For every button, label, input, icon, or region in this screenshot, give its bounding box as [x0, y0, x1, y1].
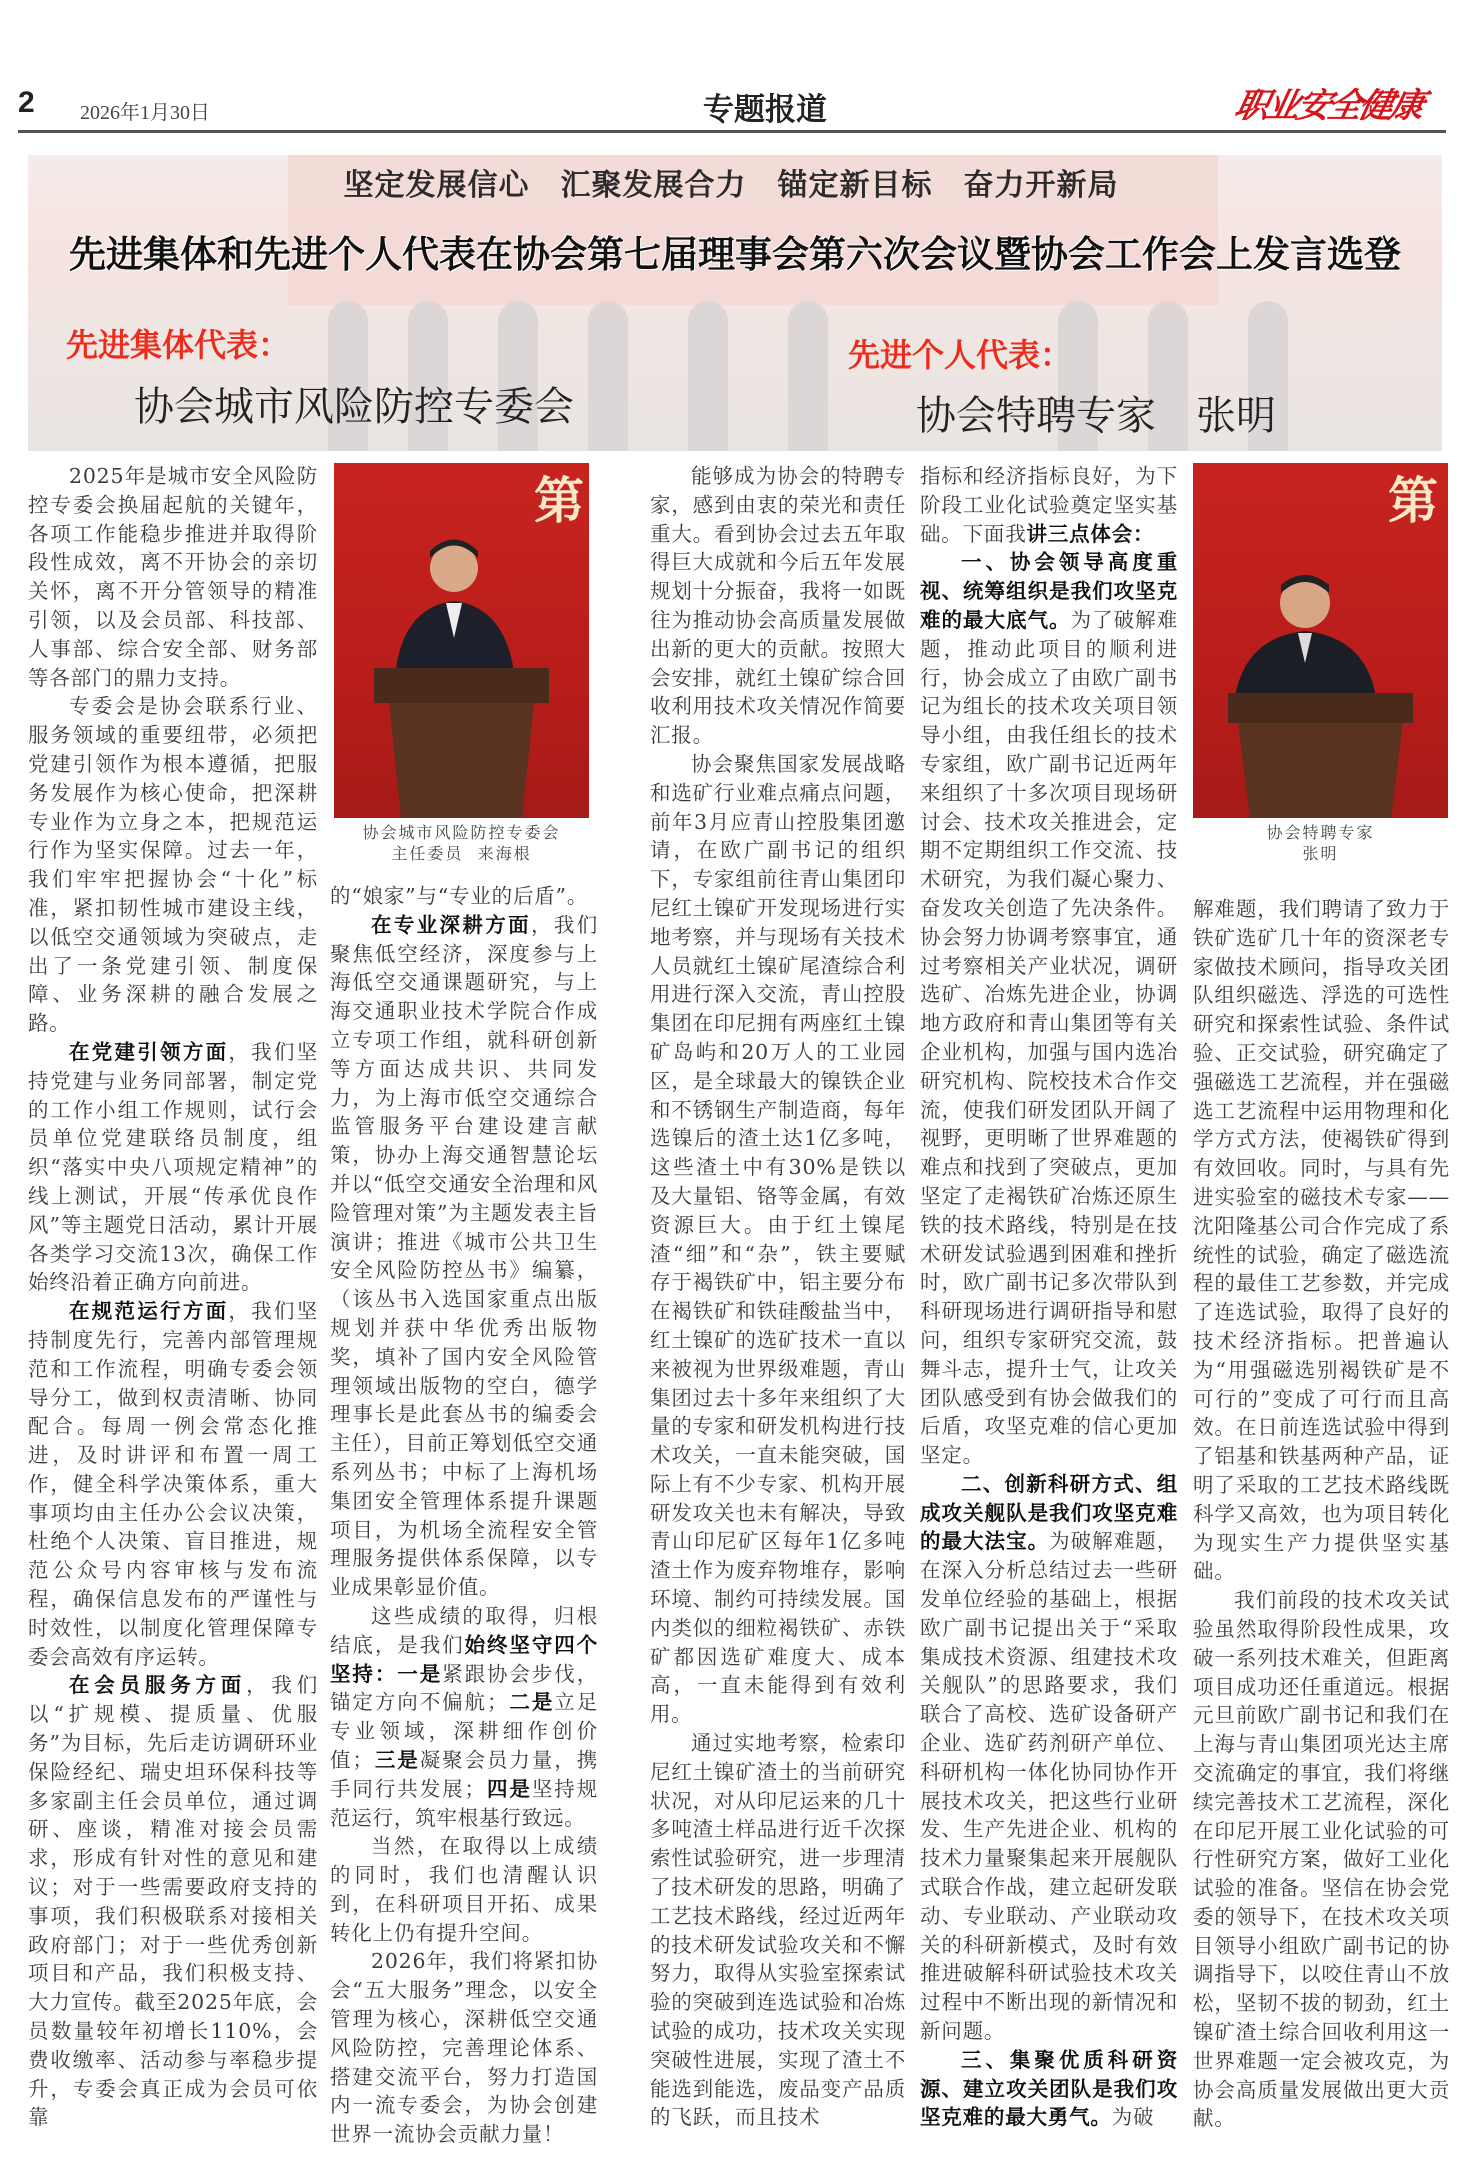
- caption-line: 张明: [1302, 844, 1339, 863]
- article-paragraph: [330, 1832, 598, 1947]
- article-column-2: [330, 882, 598, 2149]
- body-text: 的“娘家”与“专业的后盾”。: [330, 884, 589, 908]
- article-paragraph: [330, 882, 598, 911]
- photo-caption-2: [1193, 822, 1448, 864]
- speaker-at-podium-image: [334, 463, 589, 818]
- article-column-3: [650, 462, 906, 2132]
- caption-line: 主任委员 来海根: [391, 844, 532, 863]
- caption-line: 协会城市风险防控专委会: [362, 823, 561, 842]
- body-text: 通过实地考察，检索印尼红土镍矿渣土的当前研究状况，对从印尼运来的几十多吨渣土样品进行近千次探索性试验研究，进一步理清了技术研发的思路，明确了工艺技术路线，经过近两年的技术研发试验攻关和不懈努力，取得从实验室探索试验的突破到连选试验和冶炼试验的成功，技术攻关实现突破性进展，实现了渣土不能选到能选，废品变产品质的飞跃，而且技术: [650, 1731, 906, 2130]
- issue-date: 2026年1月30日: [80, 102, 210, 124]
- body-text: 专委会是协会联系行业、服务领域的重要纽带，必须把党建引领作为根本遵循，把服务发展作为核心使命，把深耕专业作为立身之本，把规范运行作为坚实保障。过去一年，我们牢牢把握协会“十化”标准，紧扣韧性城市建设主线，以低空交通领域为突破点，走出了一条党建引领、制度保障、业务深耕的融合发展之路。: [28, 694, 318, 1036]
- bold-lead-text: 四是: [485, 1776, 532, 1801]
- page-number: 2: [18, 86, 35, 119]
- body-text: ，我们坚持制度先行，完善内部管理规范和工作流程，明确专委会领导分工，做到权责清晰、协同配合。每周一例会常态化推进，及时讲评和布置一周工作，健全科学决策体系，重大事项均由主任办公会议决策，杜绝个人决策、盲目推进，规范公众号内容审核与发布流程，确保信息发布的严谨性与时效性，以制度化管理保障专委会高效有序运转。: [28, 1299, 318, 1669]
- article-column-4: [920, 462, 1178, 2132]
- article-column-5: [1193, 895, 1450, 2133]
- speaker-photo-1: [334, 463, 589, 818]
- article-paragraph: [920, 2046, 1178, 2132]
- bold-lead-text: 三是: [373, 1747, 420, 1772]
- article-paragraph: [28, 462, 318, 692]
- body-text: 当然，在取得以上成绩的同时，我们也清醒认识到，在科研项目开拓、成果转化上仍有提升空间。: [330, 1834, 598, 1945]
- body-text: 坚持规范运行，筑牢根基行致远。: [330, 1776, 598, 1830]
- article-paragraph: [920, 462, 1178, 548]
- main-headline: 先进集体和先进个人代表在协会第七届理事会第六次会议暨协会工作会上发言选登: [69, 233, 1401, 276]
- article-paragraph: [28, 692, 318, 1038]
- bold-lead-text: 讲三点体会：: [1026, 521, 1155, 546]
- article-paragraph: [920, 1470, 1178, 2046]
- article-column-1: [28, 462, 318, 2132]
- collective-name: 协会城市风险防控专委会: [134, 384, 574, 430]
- article-paragraph: [330, 1947, 598, 2149]
- body-text: 为了破解难题，推动此项目的顺利进行，协会成立了由欧广副书记为组长的技术攻关项目领导小组，由我任组长的技术专家组，欧广副书记近两年来组织了十多次项目现场研讨会、技术攻关推进会，定期不定期组织工作交流、技术研究，为我们凝心聚力、奋发攻关创造了先决条件。协会努力协调考察事宜，通过考察相关产业状况，调研选矿、冶炼先进企业，协调地方政府和青山集团等有关企业机构，加强与国内选冶研究机构、院校技术合作交流，使我们研发团队开阔了视野，更明晰了世界难题的难点和找到了突破点，更加坚定了走褐铁矿冶炼还原生铁的技术路线，特别是在技术研发试验遇到困难和挫折时，欧广副书记多次带队到科研现场进行调研指导和慰问，组织专家研究交流，鼓舞斗志，提升士气，让攻关团队感受到有协会做我们的后盾，攻坚克难的信心更加坚定。: [920, 607, 1178, 1468]
- individual-label: 先进个人代表：: [848, 336, 1073, 374]
- body-text: 指标和经济指标良好，为下阶段工业化试验奠定坚实基础。下面我: [920, 464, 1178, 546]
- article-paragraph: [28, 1297, 318, 1671]
- body-text: 为破: [1111, 2105, 1155, 2130]
- speaker-photo-2: [1193, 463, 1448, 818]
- banner-figure: [688, 301, 728, 451]
- body-text: 我们前段的技术攻关试验虽然取得阶段性成果，攻破一系列技术难关，但距离项目成功还任重道远。根据元旦前欧广副书记和我们在上海与青山集团项光达主席交流确定的事宜，我们将继续完善技术工艺流程，深化在印尼开展工业化试验的可行性研究方案，做好工业化试验的准备。坚信在协会党委的领导下，在技术攻关项目领导小组欧广副书记的协调指导下，以咬住青山不放松，坚韧不拔的韧劲，红土镍矿渣土综合回收利用这一世界难题一定会被攻克，为协会高质量发展做出更大贡献。: [1193, 1588, 1450, 2131]
- body-text: 能够成为协会的特聘专家，感到由衷的荣光和责任重大。看到协会过去五年取得巨大成就和今后五年发展规划十分振奋，我将一如既往为推动协会高质量发展做出新的更大的贡献。按照大会安排，就红土镍矿综合回收利用技术攻关情况作简要汇报。: [650, 464, 906, 748]
- bold-lead-text: 二、创新科研方式、组成攻关舰队是我们攻坚克难的最大法宝。: [920, 1471, 1178, 1554]
- photo-caption-1: [334, 822, 589, 864]
- article-paragraph: [650, 462, 906, 750]
- bold-lead-text: 三、集聚优质科研资源、建立攻关团队是我们攻坚克难的最大勇气。: [920, 2047, 1178, 2130]
- bold-lead-text: 在党建引领方面: [69, 1039, 229, 1064]
- body-text: 立足专业领域，深耕细作创价值；: [330, 1690, 598, 1772]
- body-text: 协会聚焦国家发展战略和选矿行业难点痛点问题，前年3月应青山控股集团邀请，在欧广副书记的组织下，专家组前往青山集团印尼红土镍矿开发现场进行实地考察，并与现场有关技术人员就红土镍矿尾渣综合利用进行深入交流，青山控股集团在印尼拥有两座红土镍矿岛屿和20万人的工业园区，是全球最大的镍铁企业和不锈钢生产制造商，每年选镍后的渣土达1亿多吨，这些渣土中有30%是铁以及大量铝、铬等金属，有效资源巨大。由于红土镍尾渣“细”和“杂”，铁主要赋存于褐铁矿中，铝主要分布在褐铁矿和铁硅酸盐当中，红土镍矿的选矿技术一直以来被视为世界级难题，青山集团过去十多年来组织了大量的专家和研发机构进行技术攻关，一直未能突破，国际上有不少专家、机构开展研发攻关也未有解决，导致青山印尼矿区每年1亿多吨渣土作为废弃物堆存，影响环境、制约可持续发展。国内类似的细粒褐铁矿、赤铁矿都因选矿难度大、成本高，一直未能得到有效利用。: [650, 751, 906, 1727]
- bold-lead-text: 一、协会领导高度重视、统筹组织是我们攻坚克难的最大底气。: [920, 550, 1178, 632]
- article-paragraph: [920, 548, 1178, 1470]
- body-text: 为破解难题，在深入分析总结过去一些研发单位经验的基础上，根据欧广副书记提出关于“采取集成技术资源、组建技术攻关舰队”的思路要求，我们联合了高校、选矿设备研产企业、选矿药剂研产单位、科研机构一体化协同协作开展技术攻关，把这些行业研发、生产先进企业、机构的技术力量聚集起来开展舰队式联合作战，建立起研发联动、专业联动、产业联动攻关的科研新模式，及时有效推进破解科研试验技术攻关过程中不断出现的新情况和新问题。: [920, 1529, 1178, 2044]
- body-text: 紧跟协会步伐，锚定方向不偏航；: [330, 1661, 598, 1715]
- section-title: 专题报道: [703, 92, 827, 128]
- bold-lead-text: 在会员服务方面: [69, 1673, 247, 1698]
- individual-name: 协会特聘专家 张明: [916, 393, 1276, 439]
- body-text: 凝聚会员力量，携手同行共发展；: [330, 1747, 598, 1801]
- speaker-at-podium-image: [1193, 463, 1448, 818]
- banner-figure: [788, 301, 828, 451]
- header-divider: [18, 130, 1446, 133]
- body-text: ，我们坚持党建与业务同部署，制定党的工作小组工作规则，试行会员单位党建联络员制度，组织“落实中央八项规定精神”的线上测试，开展“传承优良作风”等主题党日活动，累计开展各类学习交流13次，确保工作始终沿着正确方向前进。: [28, 1039, 318, 1295]
- article-paragraph: [28, 1038, 318, 1297]
- body-text: 2026年，我们将紧扣协会“五大服务”理念，以安全管理为核心，深耕低空交通风险防控，完善理论体系、搭建交流平台，努力打造国内一流专委会，为协会创建世界一流协会贡献力量！: [330, 1949, 598, 2147]
- article-paragraph: [650, 1729, 906, 2132]
- article-paragraph: [1193, 1586, 1450, 2133]
- body-text: ，我们聚焦低空经济，深度参与上海低空交通课题研究，与上海交通职业技术学院合作成立专项工作组，就科研创新等方面达成共识、共同发力，为上海市低空交通综合监管服务平台建设建言献策，协办上海交通智慧论坛并以“低空交通安全治理和风险管理对策”为主题发表主旨演讲；推进《城市公共卫生安全风险防控丛书》编纂，（该丛书入选国家重点出版规划并获中华优秀出版物奖，填补了国内安全风险管理领域出版物的空白，德学理事长是此套丛书的编委会主任），目前正筹划低空交通系列丛书；中标了上海机场集团安全管理体系提升课题项目，为机场全流程安全管理服务提供体系保障，以专业成果彰显价值。: [330, 912, 598, 1600]
- body-text: 这些成绩的取得，归根结底，是我们: [330, 1603, 598, 1657]
- bold-lead-text: 始终坚守四个坚持：一是: [330, 1632, 598, 1686]
- collective-label: 先进集体代表：: [66, 326, 291, 364]
- article-paragraph: [28, 1671, 318, 2132]
- bold-lead-text: 在专业深耕方面: [371, 912, 531, 937]
- banner-figure: [588, 301, 628, 451]
- body-text: 解难题，我们聘请了致力于铁矿选矿几十年的资深老专家做技术顾问，指导攻关团队组织磁选、浮选的可选性研究和探索性试验、条件试验、正交试验，研究确定了强磁选工艺流程，并在强磁选工艺流程中运用物理和化学方式方法，使褐铁矿得到有效回收。同时，与具有先进实验室的磁技术专家——沈阳隆基公司合作完成了系统性的试验，确定了磁选流程的最佳工艺参数，并完成了连选试验，取得了良好的技术经济指标。把普遍认为“用强磁选别褐铁矿是不可行的”变成了可行而且高效。在日前连选试验中得到了铝基和铁基两种产品，证明了采取的工艺技术路线既科学又高效，也为项目转化为现实生产力提供坚实基础。: [1193, 897, 1450, 1584]
- newspaper-logo: 职业安全健康: [1231, 86, 1426, 126]
- backdrop-char: 第: [1388, 471, 1438, 530]
- article-paragraph: [1193, 895, 1450, 1586]
- article-paragraph: [650, 750, 906, 1729]
- body-text: ，我们以“扩规模、提质量、优服务”为目标，先后走访调研环业保险经纪、瑞史坦环保科技等多家副主任会员单位，通过调研、座谈，精准对接会员需求，形成有针对性的意见和建议；对于一些需要政府支持的事项，我们积极联系对接相关政府部门；对于一些优秀创新项目和产品，我们积极支持、大力宣传。截至2025年底，会员数量较年初增长110%，会费收缴率、活动参与率稳步提升，专委会真正成为会员可依靠: [28, 1673, 318, 2130]
- article-paragraph: [330, 911, 598, 1602]
- article-paragraph: [330, 1602, 598, 1832]
- backdrop-char: 第: [534, 471, 584, 530]
- bold-lead-text: 在规范运行方面: [69, 1299, 229, 1324]
- banner-slogan: 坚定发展信心 汇聚发展合力 锚定新目标 奋力开新局: [343, 168, 1119, 203]
- body-text: 2025年是城市安全风险防控专委会换届起航的关键年，各项工作能稳步推进并取得阶段性成效，离不开协会的亲切关怀，离不开分管领导的精准引领，以及会员部、科技部、人事部、综合安全部、财务部等各部门的鼎力支持。: [28, 464, 318, 690]
- bold-lead-text: 二是: [508, 1690, 555, 1715]
- caption-line: 协会特聘专家: [1266, 823, 1375, 842]
